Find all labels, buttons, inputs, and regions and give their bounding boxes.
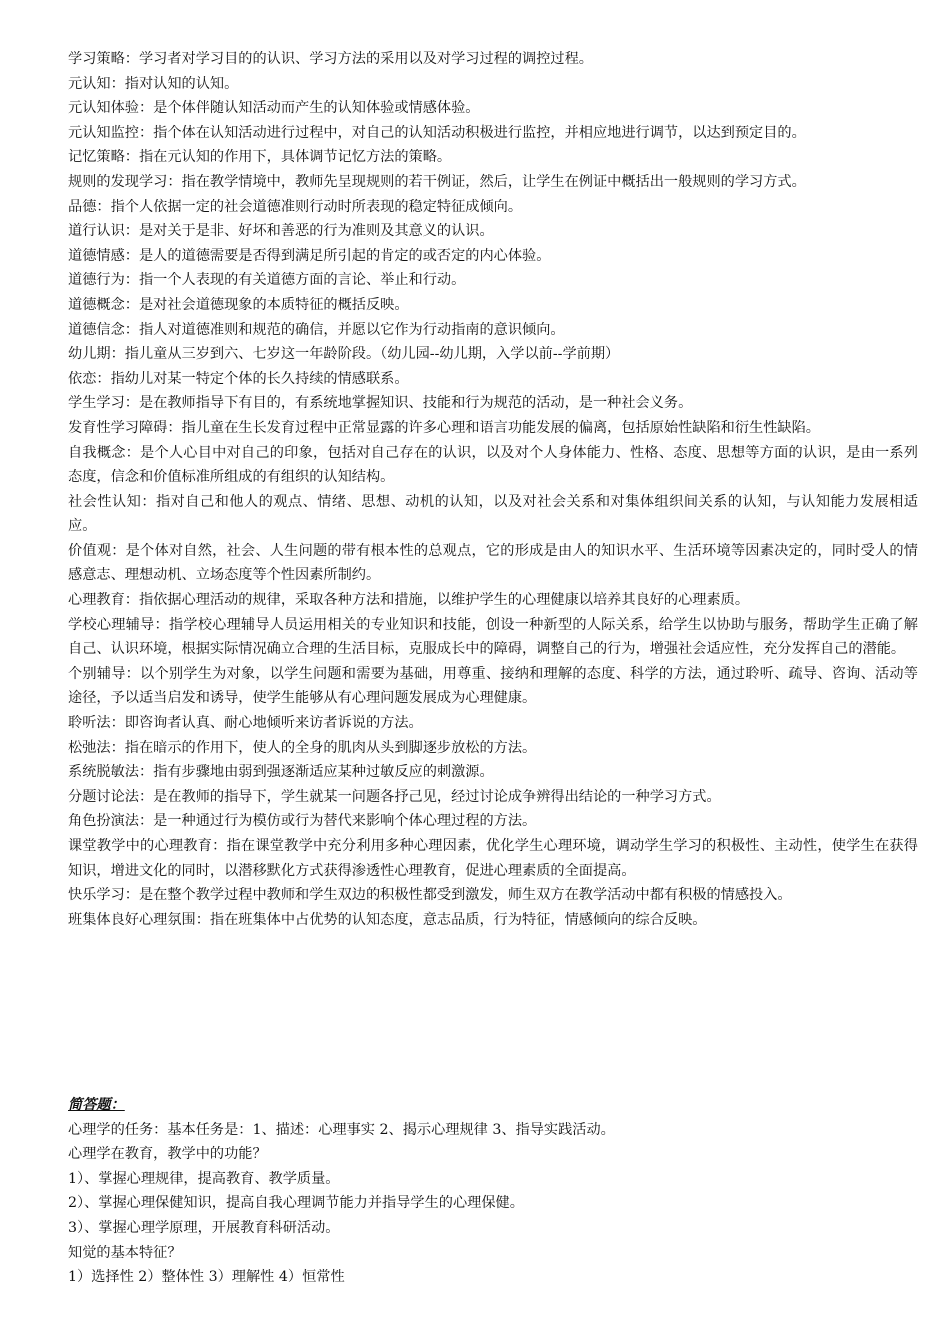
definition-paragraph: 幼儿期：指儿童从三岁到六、七岁这一年龄阶段。（幼儿园--幼儿期，入学以前--学前期） — [68, 346, 620, 363]
definition-paragraph: 元认知：指对认知的认知。 — [68, 75, 239, 92]
definition-paragraph: 心理教育：指依据心理活动的规律，采取各种方法和措施，以维护学生的心理健康以培养其良好的心理素质。 — [68, 592, 750, 609]
answer-line: 2）、掌握心理保健知识，提高自我心理调节能力并指导学生的心理保健。 — [68, 1195, 524, 1212]
definition-paragraph: 道德行为：指一个人表现的有关道德方面的言论、举止和行动。 — [68, 272, 466, 289]
definition-paragraph: 班集体良好心理氛围：指在班集体中占优势的认知态度，意志品质，行为特征，情感倾向的综合反映。 — [68, 911, 707, 928]
definition-paragraph: 角色扮演法：是一种通过行为模仿或行为替代来影响个体心理过程的方法。 — [68, 813, 537, 830]
definition-paragraph: 道德情感：是人的道德需要是否得到满足所引起的肯定的或否定的内心体验。 — [68, 247, 551, 264]
answer-line: 3）、掌握心理学原理，开展教育科研活动。 — [68, 1219, 340, 1236]
definition-paragraph: 自我概念：是个人心目中对自己的印象，包括对自己存在的认识，以及对个人身体能力、性格、态度、思想等方面的认识，是由一系列态度，信念和价值标准所组成的有组织的认知结构。 — [68, 444, 918, 486]
definition-paragraph: 元认知体验：是个体伴随认知活动而产生的认知体验或情感体验。 — [68, 100, 480, 117]
answer-line: 心理学在教育，教学中的功能？ — [68, 1146, 267, 1163]
definition-paragraph: 记忆策略：指在元认知的作用下，具体调节记忆方法的策略。 — [68, 149, 452, 166]
answer-line: 1）、掌握心理规律，提高教育、教学质量。 — [68, 1170, 340, 1187]
definition-paragraph: 课堂教学中的心理教育：指在课堂教学中充分利用多种心理因素，优化学生心理环境，调动学生学习的积极性、主动性，使学生在获得知识，增进文化的同时，以潜移默化方式获得渗透性心理教育，促进心理素质的全面提高。 — [68, 838, 918, 879]
definition-paragraph: 发育性学习障碍：指儿童在生长发育过程中正常显露的许多心理和语言功能发展的偏离，包括原始性缺陷和衍生性缺陷。 — [68, 419, 820, 436]
definition-paragraph: 依恋：指幼儿对某一特定个体的长久持续的情感联系。 — [68, 370, 409, 387]
definition-paragraph: 学习策略：学习者对学习目的的认识、学习方法的采用以及对学习过程的调控过程。 — [68, 51, 593, 67]
definition-paragraph: 社会性认知：指对自己和他人的观点、情绪、思想、动机的认知，以及对社会关系和对集体组织间关系的认知，与认知能力发展相适应。 — [68, 493, 918, 535]
definition-paragraph: 快乐学习：是在整个教学过程中教师和学生双边的积极性都受到激发，师生双方在教学活动中都有积极的情感投入。 — [68, 887, 792, 904]
definition-paragraph: 个别辅导：以个别学生为对象，以学生问题和需要为基础，用尊重、接纳和理解的态度、科学的方法，通过聆听、疏导、咨询、活动等途径，予以适当启发和诱导，使学生能够从有心理问题发展成为心理健康。 — [68, 665, 918, 707]
definition-paragraph: 道德信念：指人对道德准则和规范的确信，并愿以它作为行动指南的意识倾向。 — [68, 321, 565, 338]
definition-paragraph: 学校心理辅导：指学校心理辅导人员运用相关的专业知识和技能，创设一种新型的人际关系，给学生以协助与服务，帮助学生正确了解自己、认识环境，根据实际情况确立合理的生活目标，克服成长中的障碍，调整自己的行为，增强社会适应性，充分发挥自己的潜能。 — [68, 616, 918, 658]
definitions-section — [68, 47, 918, 932]
definition-paragraph: 聆听法：即咨询者认真、耐心地倾听来访者诉说的方法。 — [68, 715, 423, 732]
definition-paragraph: 品德：指个人依据一定的社会道德准则行动时所表现的稳定特征成倾向。 — [68, 198, 523, 215]
definition-paragraph: 道德概念：是对社会道德现象的本质特征的概括反映。 — [68, 296, 409, 313]
definition-paragraph: 分题讨论法：是在教师的指导下，学生就某一问题各抒己见，经过讨论成争辨得出结论的一种学习方式。 — [68, 788, 721, 805]
answer-line: 心理学的任务：基本任务是：1、描述：心理事实 2、揭示心理规律 3、指导实践活动。 — [68, 1121, 615, 1138]
answer-line: 1）选择性 2）整体性 3）理解性 4）恒常性 — [68, 1269, 345, 1286]
definition-paragraph: 松弛法：指在暗示的作用下，使人的全身的肌肉从头到脚逐步放松的方法。 — [68, 739, 537, 756]
answer-line: 知觉的基本特征？ — [68, 1244, 182, 1261]
definition-paragraph: 道行认识：是对关于是非、好坏和善恶的行为准则及其意义的认识。 — [68, 223, 494, 240]
definition-paragraph: 系统脱敏法：指有步骤地由弱到强逐渐适应某种过敏反应的刺激源。 — [68, 764, 494, 781]
definition-paragraph: 学生学习：是在教师指导下有目的，有系统地掌握知识、技能和行为规范的活动，是一种社会义务。 — [68, 395, 693, 412]
definition-paragraph: 规则的发现学习：指在教学情境中，教师先呈现规则的若干例证，然后，让学生在例证中概括出一般规则的学习方式。 — [68, 173, 806, 190]
section-heading: 简答题： — [68, 1097, 125, 1113]
short-answer-section — [68, 1093, 918, 1290]
definition-paragraph: 元认知监控：指个体在认知活动进行过程中，对自己的认知活动积极进行监控，并相应地进行调节，以达到预定目的。 — [68, 124, 806, 141]
definition-paragraph: 价值观：是个体对自然，社会、人生问题的带有根本性的总观点，它的形成是由人的知识水平、生活环境等因素决定的，同时受人的情感意志、理想动机、立场态度等个性因素所制约。 — [68, 542, 918, 584]
